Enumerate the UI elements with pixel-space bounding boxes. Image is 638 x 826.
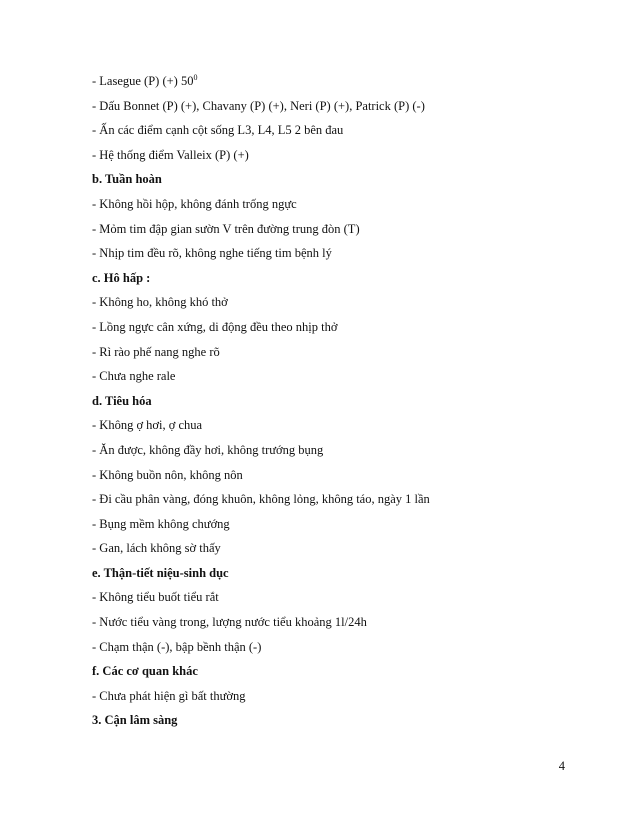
list-item <box>92 364 592 389</box>
line-text: - Không ợ hơi, ợ chua <box>92 418 203 433</box>
list-item <box>92 487 592 512</box>
line-text: - Rì rào phế nang nghe rõ <box>92 344 220 359</box>
list-item <box>92 463 592 488</box>
line-text: - Không hồi hộp, không đánh trống ngực <box>92 196 297 211</box>
line-text: - Mỏm tim đập gian sườn V trên đường trung đòn (T) <box>92 221 360 236</box>
line-text: - Chưa phát hiện gì bất thường <box>92 688 246 703</box>
list-item <box>92 340 592 365</box>
line-text: - Không tiểu buốt tiểu rắt <box>92 590 219 605</box>
list-item <box>92 315 592 340</box>
section-heading <box>92 708 592 733</box>
document-body <box>92 69 592 733</box>
line-text: - Nước tiểu vàng trong, lượng nước tiểu khoảng 1l/24h <box>92 615 367 630</box>
line-text: - Nhịp tim đều rõ, không nghe tiếng tim bệnh lý <box>92 246 332 261</box>
line-text: - Lasegue (P) (+) 50 <box>92 74 194 88</box>
section-heading <box>92 659 592 684</box>
line-text: e. Thận-tiết niệu-sinh dục <box>92 565 229 580</box>
line-text: f. Các cơ quan khác <box>92 664 198 679</box>
list-item <box>92 438 592 463</box>
line-text: - Lồng ngực cân xứng, di động đều theo nhịp thở <box>92 319 338 334</box>
list-item <box>92 94 592 119</box>
section-heading <box>92 561 592 586</box>
list-item <box>92 635 592 660</box>
line-text: - Ăn được, không đầy hơi, không trướng bụng <box>92 442 324 457</box>
line-text: - Chạm thận (-), bập bềnh thận (-) <box>92 639 262 654</box>
line-text: - Bụng mềm không chướng <box>92 516 230 531</box>
section-heading <box>92 167 592 192</box>
line-text: 3. Cận lâm sàng <box>92 713 178 728</box>
line-text: d. Tiêu hóa <box>92 393 152 408</box>
page-number: 4 <box>558 759 565 773</box>
list-item <box>92 192 592 217</box>
line-text: b. Tuần hoàn <box>92 172 162 187</box>
line-text: - Hệ thống điểm Valleix (P) (+) <box>92 147 249 162</box>
list-item <box>92 413 592 438</box>
line-text: - Không ho, không khó thở <box>92 295 228 310</box>
list-item <box>92 536 592 561</box>
line-text: - Không buồn nôn, không nôn <box>92 467 243 482</box>
list-item <box>92 684 592 709</box>
list-item <box>92 241 592 266</box>
list-item <box>92 290 592 315</box>
section-heading <box>92 266 592 291</box>
line-text: - Dấu Bonnet (P) (+), Chavany (P) (+), Neri (P) (+), Patrick (P) (-) <box>92 98 425 113</box>
line-text: c. Hô hấp : <box>92 270 151 285</box>
list-item <box>92 585 592 610</box>
line-text: - Chưa nghe rale <box>92 369 176 384</box>
list-item <box>92 217 592 242</box>
superscript: 0 <box>193 72 198 82</box>
list-item <box>92 610 592 635</box>
line-text: - Đi cầu phân vàng, đóng khuôn, không lỏng, không táo, ngày 1 lần <box>92 492 430 507</box>
section-heading <box>92 389 592 414</box>
line-text: - Ấn các điểm cạnh cột sống L3, L4, L5 2 bên đau <box>92 123 344 138</box>
list-item <box>92 69 592 94</box>
list-item <box>92 118 592 143</box>
line-text: - Gan, lách không sờ thấy <box>92 541 221 556</box>
list-item <box>92 143 592 168</box>
list-item <box>92 512 592 537</box>
